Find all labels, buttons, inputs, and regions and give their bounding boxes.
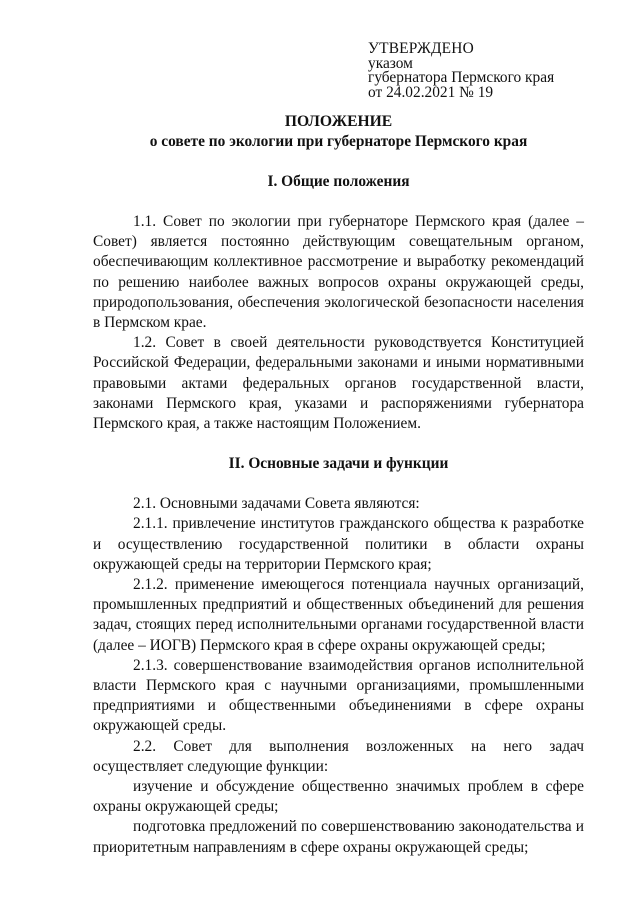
approval-line: губернатора Пермского края [368,69,555,86]
paragraph: 2.2. Совет для выполнения возложенных на него задач осуществляет следующие функции: [93,737,584,775]
section-heading: II. Основные задачи и функции [228,455,449,473]
approval-heading: УТВЕРЖДЕНО [368,40,474,57]
paragraph: подготовка предложений по совершенствованию законодательства и приоритетным направлениям в сфере охраны окружающей среды; [93,818,584,856]
paragraph: 2.1.3. совершенствование взаимодействия органов исполнительной власти Пермского края с научными организациями, промышленными предприятиями и общественными объединениями в сфере охраны окружающей среды. [93,656,584,735]
paragraph: 2.1. Основными задачами Совета являются: [133,495,420,513]
paragraph: 2.1.1. привлечение институтов гражданского общества к разработке и осуществлению государственной политики в области охраны окружающей среды на территории Пермского края; [93,515,584,573]
document-subtitle: о совете по экологии при губернаторе Пермского края [149,133,528,150]
paragraph: изучение и обсуждение общественно значимых проблем в сфере охраны окружающей среды; [93,778,584,816]
paragraph: 1.1. Совет по экологии при губернаторе Пермского края (далее – Совет) является постоянно действующим совещательным органом, обеспечивающим коллективное рассмотрение и выработку рекомендаций по решению наиболее важных вопросов охраны окружающей среды, природопользования, обеспечения экологической безопасности населения в Пермском крае. [93,213,584,332]
document-body [93,112,584,858]
approval-line: от 24.02.2021 № 19 [368,83,494,101]
document-title: ПОЛОЖЕНИЕ [284,113,393,130]
section-heading: I. Общие положения [267,173,410,190]
approval-stamp [368,42,628,100]
approval-line: указом [368,54,413,72]
paragraph: 1.2. Совет в своей деятельности руководствуется Конституцией Российской Федерации, федеральными законами и иными нормативными правовыми актами федеральных органов государственной власти, законами Пермского края, указами и распоряжениями губернатора Пермского края, а также настоящим Положением. [93,334,584,433]
paragraph: 2.1.2. применение имеющегося потенциала научных организаций, промышленных предприятий и общественных объединений для решения задач, стоящих перед исполнительными органами государственной власти (далее – ИОГВ) Пермского края в сфере охраны окружающей среды; [93,576,584,654]
